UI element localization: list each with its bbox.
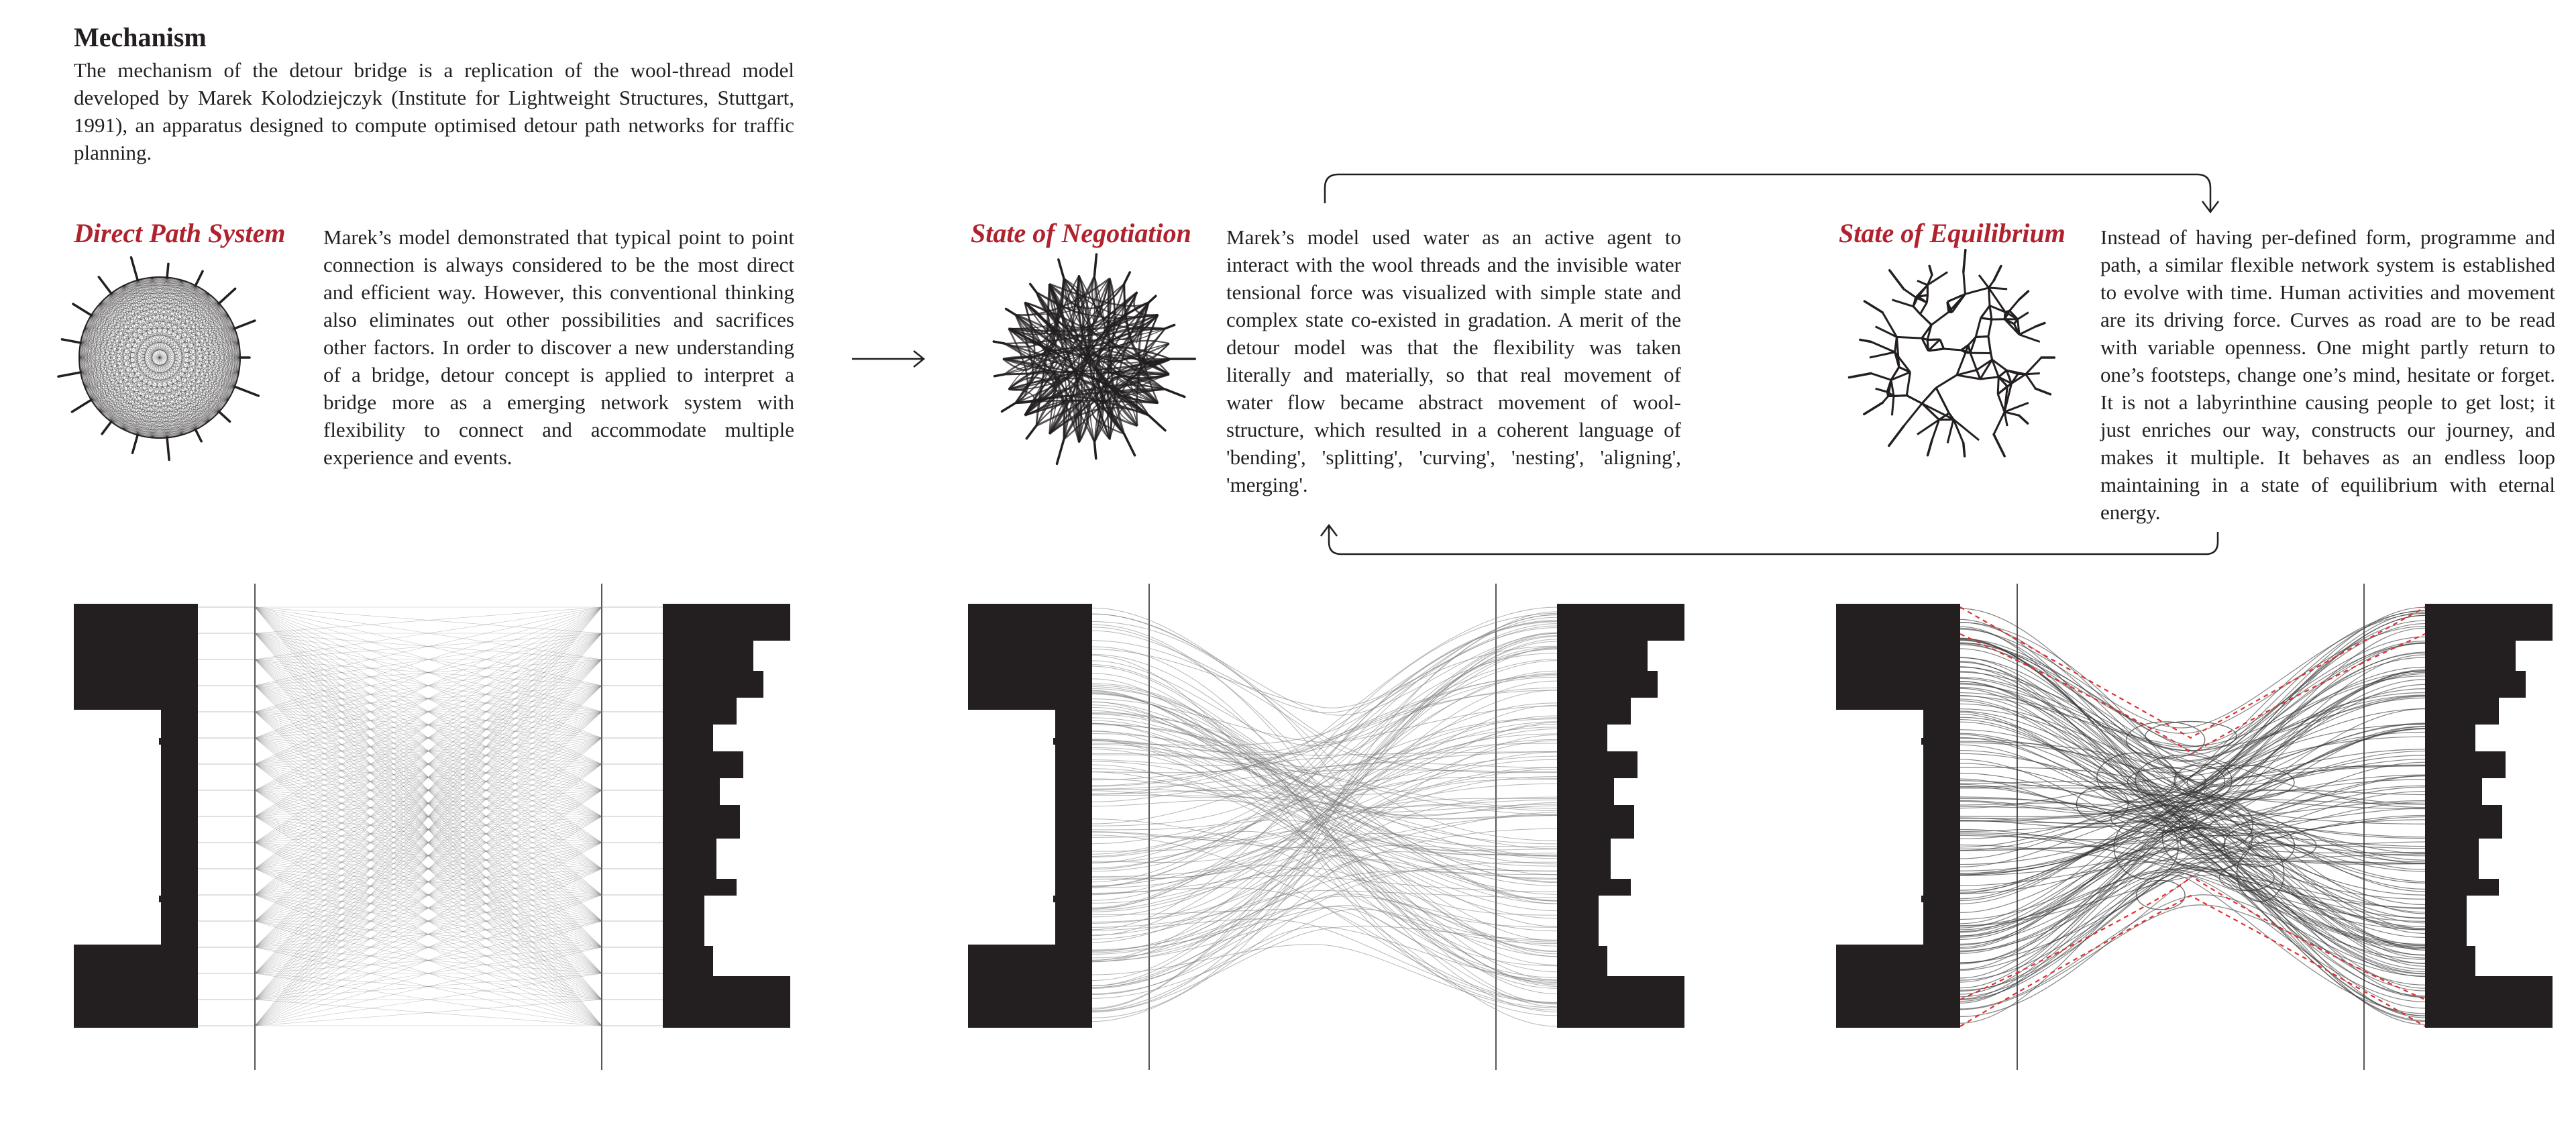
wool-model-equilibrium-icon (1849, 250, 2054, 456)
heading-equilibrium: State of Equilibrium (1839, 218, 2065, 248)
page-title: Mechanism (74, 22, 207, 52)
text-direct-path: Marek’s model demonstrated that typical point to point connection is always considered to be the most direct and efficient way. However, this conventional thinking also eliminates out other possibilities and sacrifices other factors. In order to discover a new understanding of a bridge, detour concept is applied to interpret a bridge more as a emerging network system with flexibility to connect and accommodate multiple experience and events. (323, 225, 794, 469)
plan-negotiation (968, 584, 1684, 1070)
wool-model-negotiation-icon (994, 254, 1195, 464)
wool-model-direct-icon (58, 258, 258, 460)
loop-arrow-top (1325, 174, 2218, 212)
text-negotiation: Marek’s model used water as an active agent to interact with the wool threads and the invisible water tensional force was visualized with simple state and complex state co-existed in gradation. A merit of the detour model was that the flexibility was taken literally and materially, so that real movement of water flow became abstract movement of wool-structure, which resulted in a coherent language of 'bending', 'splitting', 'curving', 'nesting', 'aligning', 'merging'. (1226, 225, 1681, 496)
intro-paragraph: The mechanism of the detour bridge is a replication of the wool-thread model developed by Marek Kolodziejczyk (Institute for Lightweight Structures, Stuttgart, 1991), an apparatus designed to compute optimised detour path networks for traffic planning. (74, 58, 794, 164)
heading-direct-path: Direct Path System (74, 218, 286, 248)
plan-equilibrium (1836, 584, 2553, 1070)
heading-negotiation: State of Negotiation (971, 218, 1191, 248)
arrow-right-icon (852, 351, 924, 367)
plan-direct-path (74, 584, 790, 1070)
text-equilibrium: Instead of having per-defined form, programme and path, a similar flexible network system is established to evolve with time. Human activities and movement are its driving force. Curves as road are to be read with variable openness. One might partly return to one’s footsteps, change one’s mind, hesitate or forget. It is not a labyrinthine causing people to get lost; it just enriches our way, constructs our journey, and makes it multiple. It behaves as an endless loop maintaining in a state of equilibrium with eternal energy. (2100, 225, 2555, 524)
loop-arrow-bottom (1321, 525, 2218, 554)
